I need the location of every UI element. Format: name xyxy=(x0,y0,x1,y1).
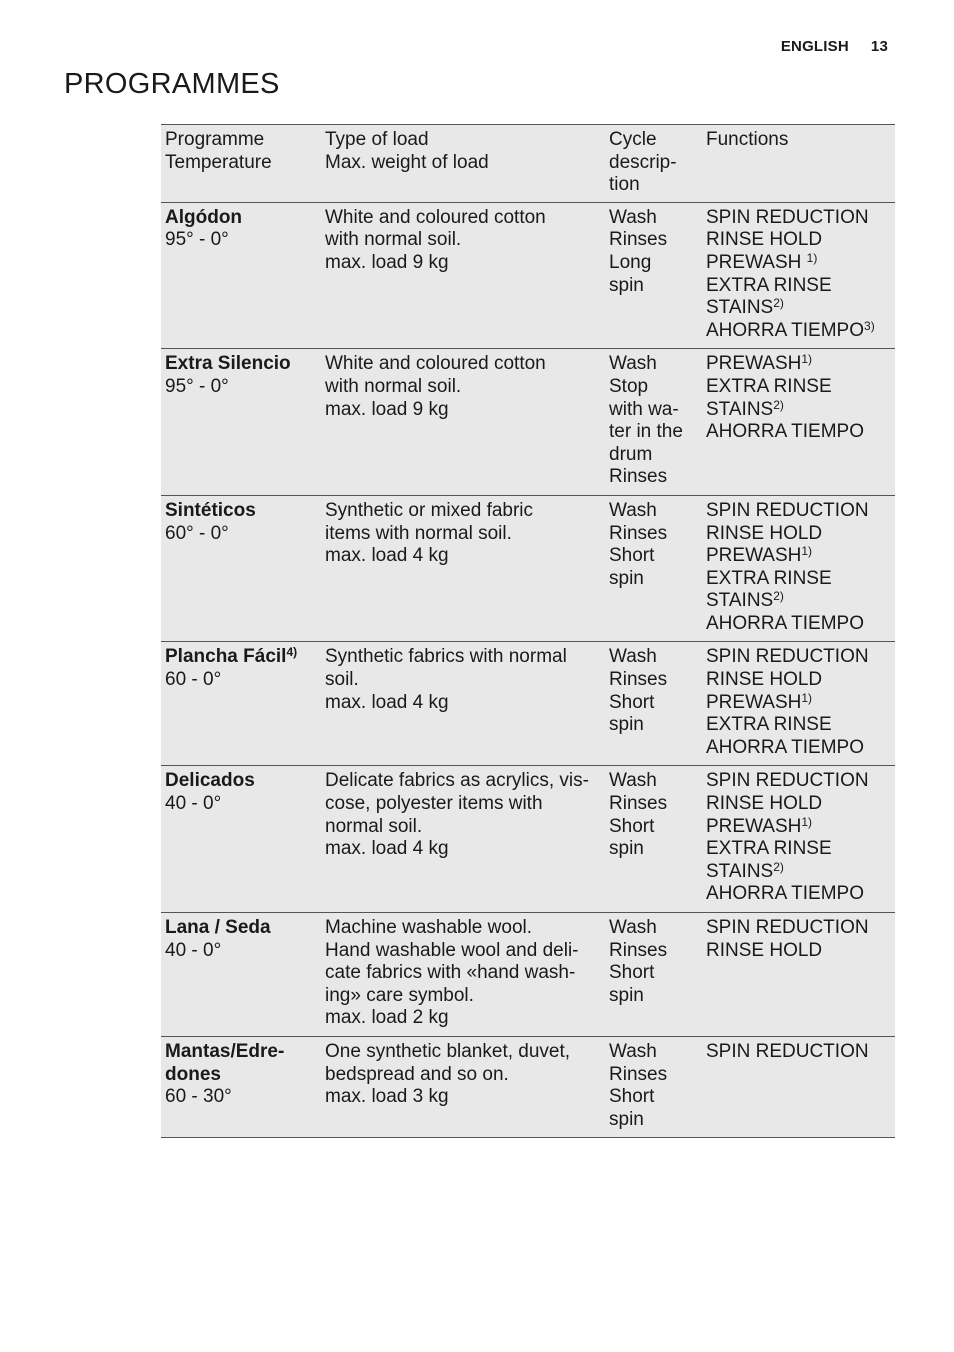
cycle-line: spin xyxy=(609,1108,644,1130)
header-line: Max. weight of load xyxy=(325,151,489,173)
load-line: Synthetic or mixed fabric xyxy=(325,499,534,521)
function-label: STAINS xyxy=(706,860,774,882)
programme-temperature: 40 - 0° xyxy=(165,793,222,815)
table-row xyxy=(161,913,895,1037)
function-item xyxy=(706,669,891,692)
load-line: with normal soil. xyxy=(325,375,462,397)
load-line: bedspread and so on. xyxy=(325,1063,509,1085)
load-cell xyxy=(321,495,605,642)
header-line: tion xyxy=(609,174,640,196)
programme-temperature: 60 - 0° xyxy=(165,669,222,691)
cycle-line: ter in the xyxy=(609,421,683,443)
programme-name-text: Algódon xyxy=(165,206,243,228)
load-line: max. load 2 kg xyxy=(325,1007,449,1029)
programme-name xyxy=(165,770,317,793)
load-line: max. load 4 kg xyxy=(325,545,449,567)
function-label: SPIN REDUCTION xyxy=(706,1040,869,1062)
function-item xyxy=(706,500,891,523)
cycle-line: Rinses xyxy=(609,522,668,544)
function-item xyxy=(706,523,891,546)
programme-name xyxy=(165,500,317,523)
cycle-line: spin xyxy=(609,838,644,860)
header-line: descrip- xyxy=(609,151,677,173)
programme-name-text: Mantas/Edre- xyxy=(165,1040,285,1062)
programme-name-text: Delicados xyxy=(165,770,255,792)
functions-cell xyxy=(702,1036,895,1137)
load-line: normal soil. xyxy=(325,815,423,837)
programme-name-text: Plancha Fácil xyxy=(165,646,287,668)
function-item xyxy=(706,590,891,613)
cycle-cell xyxy=(605,766,702,913)
page-number: 13 xyxy=(870,38,888,55)
function-label: RINSE HOLD xyxy=(706,793,823,815)
load-line: soil. xyxy=(325,669,359,691)
function-item xyxy=(706,714,891,737)
cycle-cell xyxy=(605,495,702,642)
functions-cell xyxy=(702,349,895,496)
function-item xyxy=(706,883,891,906)
footnote-ref: 1) xyxy=(801,352,813,367)
programmes-table xyxy=(161,124,895,1138)
table-body xyxy=(161,202,895,1138)
programme-name xyxy=(165,207,317,230)
cycle-cell xyxy=(605,642,702,766)
footnote-ref: 3) xyxy=(864,318,875,333)
load-line: items with normal soil. xyxy=(325,522,512,544)
cycle-line: Wash xyxy=(609,917,657,938)
cycle-line: Rinses xyxy=(609,793,668,815)
header-functions xyxy=(702,125,895,203)
cycle-line: Wash xyxy=(609,646,657,668)
footnote-ref: 1) xyxy=(806,250,818,265)
cycle-cell xyxy=(605,202,702,349)
load-line: max. load 4 kg xyxy=(325,691,449,713)
cycle-line: Wash xyxy=(609,499,657,521)
header-line: Programme xyxy=(165,129,265,150)
function-label: EXTRA RINSE xyxy=(706,714,832,736)
cycle-line: spin xyxy=(609,984,644,1006)
function-label: STAINS xyxy=(706,297,774,319)
function-label: AHORRA TIEMPO xyxy=(706,883,865,905)
function-item xyxy=(706,353,891,376)
function-label: AHORRA TIEMPO xyxy=(706,736,865,758)
header-line: Cycle xyxy=(609,129,657,150)
function-label: PREWASH xyxy=(706,545,802,567)
programme-temperature: 95° - 0° xyxy=(165,375,229,397)
cycle-cell xyxy=(605,349,702,496)
cycle-line: Wash xyxy=(609,353,657,375)
function-label: RINSE HOLD xyxy=(706,522,823,544)
programme-temperature: 60° - 0° xyxy=(165,522,229,544)
programme-name-text: Lana / Seda xyxy=(165,917,271,938)
functions-cell xyxy=(702,202,895,349)
header-line: Temperature xyxy=(165,151,272,173)
function-label: PREWASH xyxy=(706,251,807,273)
programme-temperature: 40 - 0° xyxy=(165,939,222,961)
function-item xyxy=(706,770,891,793)
cycle-line: Short xyxy=(609,962,655,984)
function-item xyxy=(706,838,891,861)
cycle-line: spin xyxy=(609,567,644,589)
footnote-ref: 2) xyxy=(773,589,784,604)
load-line: with normal soil. xyxy=(325,229,462,251)
load-line: Hand washable wool and deli- xyxy=(325,939,579,961)
load-line: Delicate fabrics as acrylics, vis- xyxy=(325,770,589,792)
functions-cell xyxy=(702,913,895,1037)
cycle-line: Short xyxy=(609,815,655,837)
function-item xyxy=(706,613,891,636)
function-item xyxy=(706,793,891,816)
function-label: PREWASH xyxy=(706,815,802,837)
programme-cell xyxy=(161,1036,321,1137)
cycle-line: Wash xyxy=(609,770,657,792)
footnote-ref: 1) xyxy=(801,544,813,559)
programme-name-cont: dones xyxy=(165,1063,221,1085)
function-item xyxy=(706,376,891,399)
functions-cell xyxy=(702,495,895,642)
load-line: cate fabrics with «hand wash- xyxy=(325,962,576,984)
load-line: max. load 4 kg xyxy=(325,838,449,860)
load-cell xyxy=(321,202,605,349)
load-cell xyxy=(321,913,605,1037)
load-line: White and coloured cotton xyxy=(325,206,546,228)
load-line: Synthetic fabrics with normal xyxy=(325,646,567,668)
table-row xyxy=(161,349,895,496)
function-label: RINSE HOLD xyxy=(706,229,823,251)
cycle-line: drum xyxy=(609,443,653,465)
function-item xyxy=(706,275,891,298)
footnote-ref: 2) xyxy=(773,859,784,874)
function-item xyxy=(706,320,891,343)
function-item xyxy=(706,737,891,760)
function-item xyxy=(706,1041,891,1064)
cycle-line: Rinses xyxy=(609,1063,668,1085)
page-title: PROGRAMMES xyxy=(64,68,280,100)
header-type-of-load xyxy=(321,125,605,203)
function-item xyxy=(706,568,891,591)
function-label: PREWASH xyxy=(706,691,802,713)
header-line: Functions xyxy=(706,129,789,150)
cycle-line: Short xyxy=(609,1086,655,1108)
cycle-line: Rinses xyxy=(609,229,668,251)
cycle-line: Wash xyxy=(609,206,657,228)
footnote-ref: 4) xyxy=(286,645,298,660)
cycle-line: Wash xyxy=(609,1040,657,1062)
load-line: max. load 3 kg xyxy=(325,1086,449,1108)
table-row xyxy=(161,766,895,913)
footnote-ref: 1) xyxy=(801,690,813,705)
function-label: EXTRA RINSE xyxy=(706,567,832,589)
programme-name xyxy=(165,646,317,669)
load-line: One synthetic blanket, duvet, xyxy=(325,1040,571,1062)
programme-cell xyxy=(161,913,321,1037)
footnote-ref: 2) xyxy=(773,397,784,412)
function-label: SPIN REDUCTION xyxy=(706,770,869,792)
cycle-line: Rinses xyxy=(609,669,668,691)
load-line: max. load 9 kg xyxy=(325,398,449,420)
cycle-line: Short xyxy=(609,691,655,713)
function-label: STAINS xyxy=(706,590,774,612)
functions-cell xyxy=(702,642,895,766)
table-row xyxy=(161,495,895,642)
function-item xyxy=(706,421,891,444)
function-label: AHORRA TIEMPO xyxy=(706,421,865,443)
function-label: EXTRA RINSE xyxy=(706,375,832,397)
function-label: RINSE HOLD xyxy=(706,669,823,691)
function-label: SPIN REDUCTION xyxy=(706,917,869,938)
header-language: ENGLISH xyxy=(780,38,849,55)
function-item xyxy=(706,646,891,669)
function-label: AHORRA TIEMPO xyxy=(706,319,865,341)
header-cycle-description xyxy=(605,125,702,203)
load-cell xyxy=(321,766,605,913)
load-line: Machine washable wool. xyxy=(325,917,533,938)
function-item xyxy=(706,545,891,568)
cycle-line: Rinses xyxy=(609,939,668,961)
load-cell xyxy=(321,349,605,496)
programme-temperature: 60 - 30° xyxy=(165,1086,232,1108)
functions-cell xyxy=(702,766,895,913)
function-label: RINSE HOLD xyxy=(706,939,823,961)
programme-name xyxy=(165,917,317,940)
programme-name xyxy=(165,1041,317,1064)
function-label: SPIN REDUCTION xyxy=(706,499,869,521)
header-programme xyxy=(161,125,321,203)
table-row xyxy=(161,1036,895,1137)
function-item xyxy=(706,917,891,940)
table-row xyxy=(161,642,895,766)
cycle-line: Short xyxy=(609,545,655,567)
programme-name-text: Sintéticos xyxy=(165,499,256,521)
function-item xyxy=(706,692,891,715)
cycle-line: spin xyxy=(609,714,644,736)
function-label: SPIN REDUCTION xyxy=(706,206,869,228)
cycle-cell xyxy=(605,1036,702,1137)
load-line: White and coloured cotton xyxy=(325,353,546,375)
function-item xyxy=(706,229,891,252)
cycle-line: Stop xyxy=(609,375,649,397)
load-line: max. load 9 kg xyxy=(325,251,449,273)
cycle-line: Long xyxy=(609,251,652,273)
function-label: PREWASH xyxy=(706,353,802,375)
table-header-row xyxy=(161,125,895,203)
programme-cell xyxy=(161,202,321,349)
header-line: Type of load xyxy=(325,129,429,150)
function-label: EXTRA RINSE xyxy=(706,838,832,860)
cycle-line: Rinses xyxy=(609,466,668,488)
load-cell xyxy=(321,642,605,766)
function-item xyxy=(706,207,891,230)
load-line: ing» care symbol. xyxy=(325,984,474,1006)
page-header xyxy=(781,38,888,55)
function-label: STAINS xyxy=(706,398,774,420)
programme-cell xyxy=(161,766,321,913)
cycle-line: with wa- xyxy=(609,398,679,420)
programme-temperature: 95° - 0° xyxy=(165,229,229,251)
cycle-cell xyxy=(605,913,702,1037)
function-item xyxy=(706,861,891,884)
function-item xyxy=(706,297,891,320)
footnote-ref: 2) xyxy=(773,296,784,311)
table-row xyxy=(161,202,895,349)
function-item xyxy=(706,940,891,963)
programme-cell xyxy=(161,495,321,642)
function-label: SPIN REDUCTION xyxy=(706,646,869,668)
load-cell xyxy=(321,1036,605,1137)
cycle-line: spin xyxy=(609,274,644,296)
table-header xyxy=(161,125,895,203)
programme-cell xyxy=(161,642,321,766)
footnote-ref: 1) xyxy=(801,814,813,829)
programme-name-text: Extra Silencio xyxy=(165,353,291,375)
function-item xyxy=(706,252,891,275)
programme-name xyxy=(165,353,317,376)
function-item xyxy=(706,816,891,839)
function-item xyxy=(706,399,891,422)
load-line: cose, polyester items with xyxy=(325,793,543,815)
function-label: EXTRA RINSE xyxy=(706,274,832,296)
programme-cell xyxy=(161,349,321,496)
function-label: AHORRA TIEMPO xyxy=(706,612,865,634)
